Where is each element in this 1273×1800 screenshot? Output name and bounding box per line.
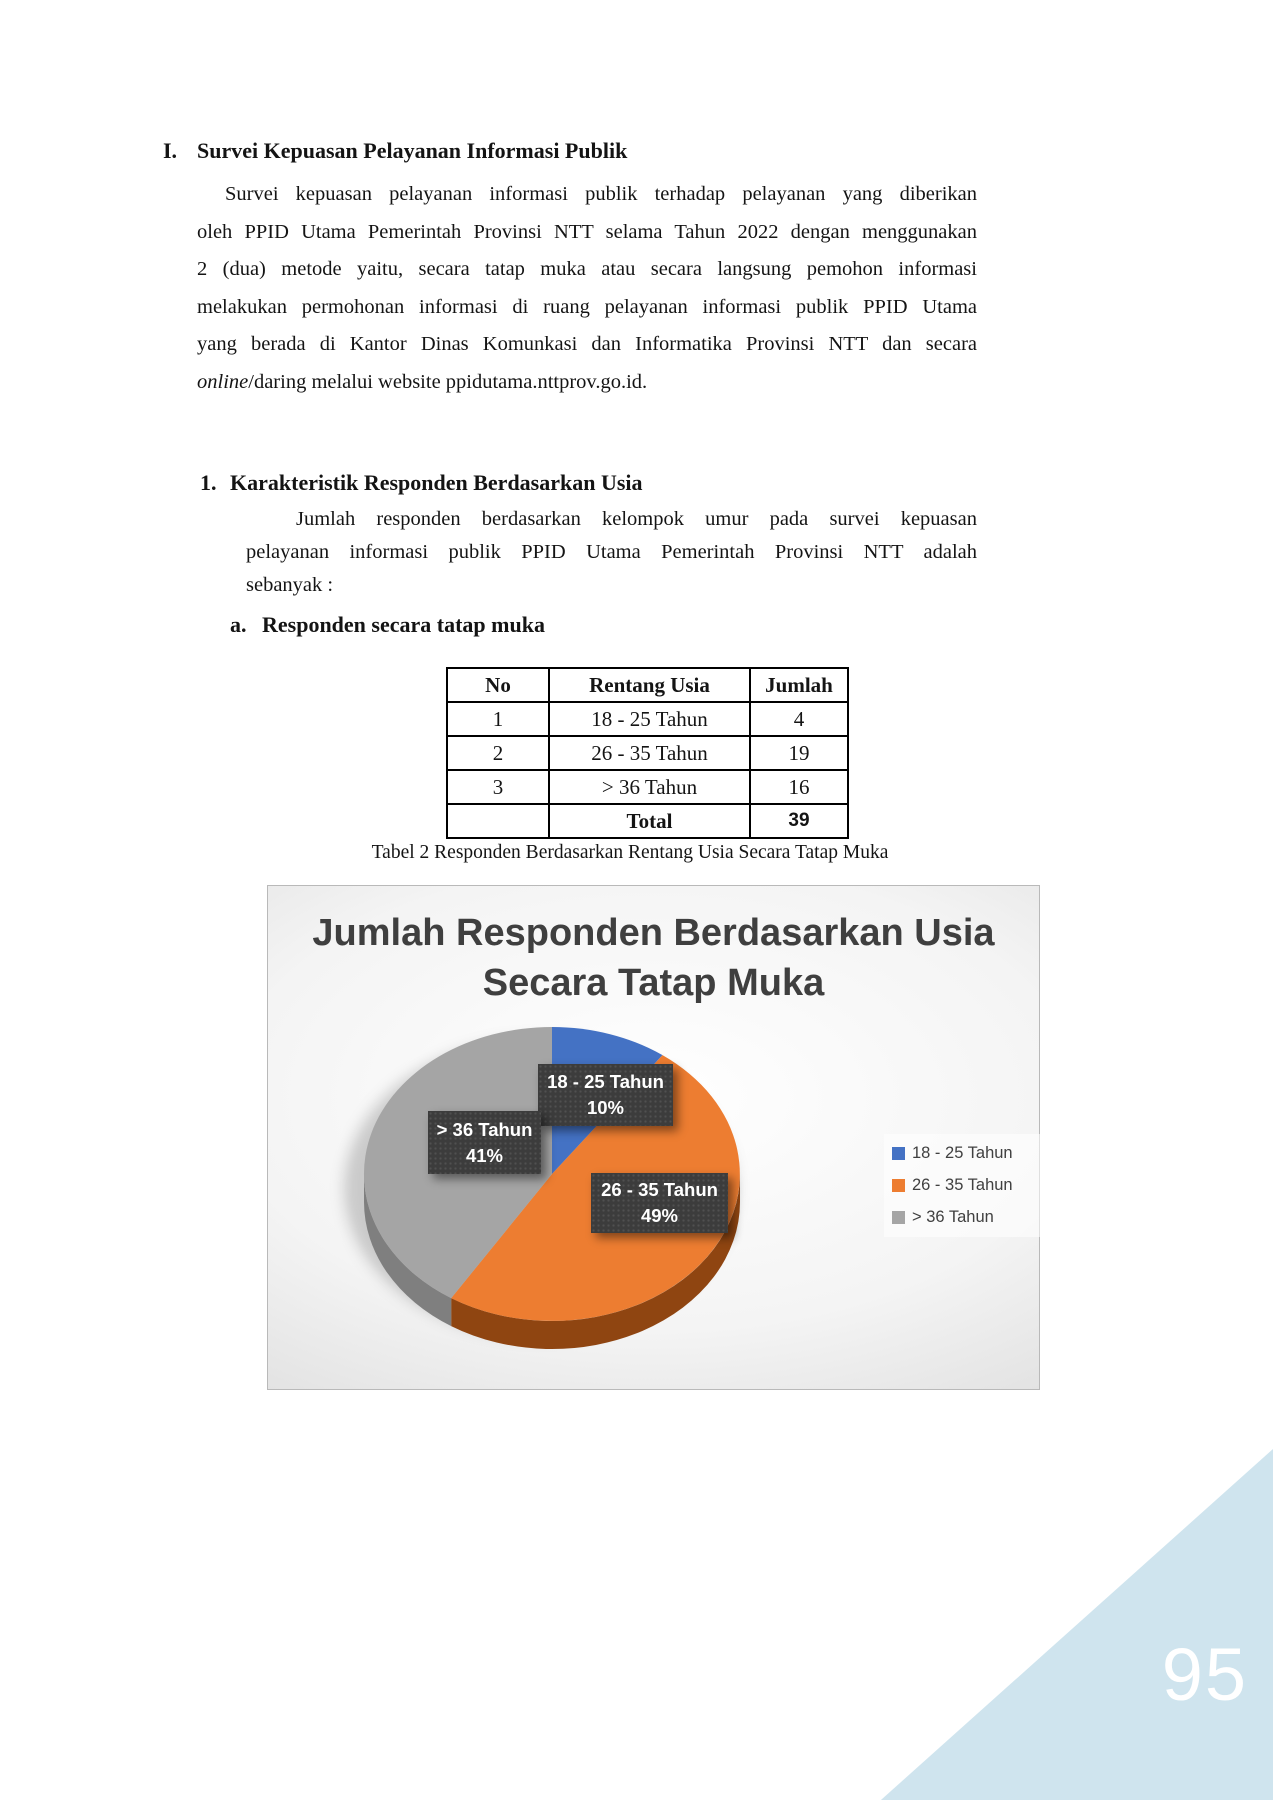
cell-usia-2: 26 - 35 Tahun <box>549 736 750 770</box>
table-row <box>447 736 848 770</box>
section-heading-survei <box>163 138 627 164</box>
legend-label: 26 - 35 Tahun <box>912 1176 1013 1194</box>
para1-line5: yang berada di Kantor Dinas Komunkasi dan Informatika Provinsi NTT dan secara <box>197 333 977 355</box>
paragraph-survei <box>197 176 977 401</box>
cell-no-3: 3 <box>447 770 549 804</box>
paragraph-jumlah-responden <box>246 503 977 602</box>
chart-title-line2: Secara Tatap Muka <box>482 962 825 1005</box>
subsection-numeral: 1. <box>200 470 217 495</box>
data-label-26-35 <box>591 1173 728 1233</box>
legend-swatch-orange <box>892 1179 905 1192</box>
subsection-heading-tatap-muka <box>230 612 545 638</box>
cell-jumlah-2: 19 <box>750 736 848 770</box>
col-header-no: No <box>447 668 549 702</box>
col-header-rentang-usia: Rentang Usia <box>549 668 750 702</box>
chart-title-line1: Jumlah Responden Berdasarkan Usia <box>312 912 995 954</box>
cell-jumlah-3: 16 <box>750 770 848 804</box>
subsection-heading-karakteristik <box>200 470 643 496</box>
cell-no-1: 1 <box>447 702 549 736</box>
subsection-letter: a. <box>230 612 247 637</box>
legend-label: > 36 Tahun <box>912 1208 994 1226</box>
subsection-a-title: Responden secara tatap muka <box>262 612 545 637</box>
data-label-18-25 <box>538 1064 673 1126</box>
heading-title: Survei Kepuasan Pelayanan Informasi Publik <box>197 138 628 163</box>
table-caption: Tabel 2 Responden Berdasarkan Rentang Usia Secara Tatap Muka <box>371 842 889 863</box>
pie-chart-panel <box>267 885 1040 1390</box>
para2-line2: pelayanan informasi publik PPID Utama Pemerintah Provinsi NTT adalah <box>246 541 977 563</box>
table-row <box>447 702 848 736</box>
cell-no-2: 2 <box>447 736 549 770</box>
heading-numeral: I. <box>163 138 178 163</box>
label-percent: 49% <box>640 1205 679 1226</box>
label-category: 26 - 35 Tahun <box>601 1179 718 1201</box>
legend-swatch-blue <box>892 1147 905 1160</box>
col-header-jumlah: Jumlah <box>750 668 848 702</box>
total-value: 39 <box>750 804 848 838</box>
legend-item-over-36 <box>892 1208 1042 1227</box>
respondents-table <box>446 667 849 839</box>
legend-item-18-25 <box>892 1144 1042 1163</box>
label-category: > 36 Tahun <box>436 1118 533 1140</box>
cell-usia-1: 18 - 25 Tahun <box>549 702 750 736</box>
legend-label: 18 - 25 Tahun <box>912 1144 1013 1162</box>
para1-line1: Survei kepuasan pelayanan informasi publik terhadap pelayanan yang diberikan <box>225 183 977 205</box>
table-row <box>447 770 848 804</box>
label-percent: 41% <box>465 1144 504 1166</box>
website-text: /daring melalui website ppidutama.nttprov.go.id. <box>248 370 648 393</box>
table-total-row <box>447 804 848 838</box>
table-header-row <box>447 668 848 702</box>
legend-swatch-gray <box>892 1211 905 1224</box>
subsection-title: Karakteristik Responden Berdasarkan Usia <box>230 470 643 495</box>
legend-item-26-35 <box>892 1176 1042 1195</box>
cell-usia-3: > 36 Tahun <box>549 770 750 804</box>
label-percent: 10% <box>586 1097 625 1118</box>
para1-line4: melakukan permohonan informasi di ruang pelayanan informasi publik PPID Utama <box>197 295 977 318</box>
cell-jumlah-1: 4 <box>750 702 848 736</box>
para1-line6 <box>197 364 977 402</box>
para2-line3: sebanyak : <box>246 574 334 596</box>
total-label: Total <box>549 804 750 838</box>
para1-line3: 2 (dua) metode yaitu, secara tatap muka atau secara langsung pemohon informasi <box>197 258 977 280</box>
chart-legend <box>884 1134 1050 1237</box>
page-number: 95 <box>1161 1633 1248 1716</box>
para2-line1: Jumlah responden berdasarkan kelompok umur pada survei kepuasan <box>296 508 977 530</box>
label-category: 18 - 25 Tahun <box>547 1071 664 1093</box>
empty-cell <box>447 804 549 838</box>
para1-line2: oleh PPID Utama Pemerintah Provinsi NTT selama Tahun 2022 dengan menggunakan <box>197 220 977 243</box>
data-label-over-36 <box>428 1111 541 1174</box>
online-italic-word: online <box>197 370 249 393</box>
